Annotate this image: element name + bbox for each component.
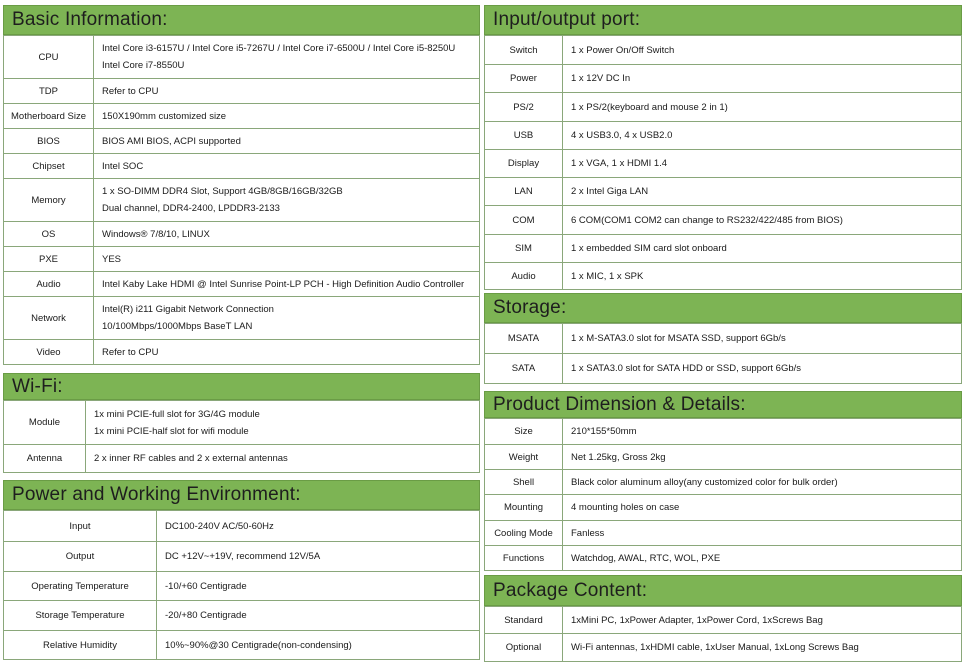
spec-row bbox=[4, 401, 480, 445]
spec-row bbox=[4, 104, 480, 129]
spec-row bbox=[485, 150, 962, 178]
spec-value-line: Intel Core i7-8550U bbox=[102, 60, 185, 71]
spec-value bbox=[563, 607, 962, 634]
section-title: Input/output port: bbox=[484, 5, 962, 35]
spec-value-line: Intel(R) i211 Gigabit Network Connection bbox=[102, 304, 274, 315]
spec-label: Standard bbox=[485, 607, 563, 634]
spec-value bbox=[563, 470, 962, 495]
spec-row bbox=[4, 129, 480, 154]
spec-value-line: Watchdog, AWAL, RTC, WOL, PXE bbox=[571, 552, 721, 564]
spec-row bbox=[4, 272, 480, 297]
spec-value-line: 2 x inner RF cables and 2 x external antennas bbox=[94, 453, 288, 464]
spec-value-line: Windows® 7/8/10, LINUX bbox=[102, 228, 210, 240]
spec-row bbox=[4, 297, 480, 340]
spec-table bbox=[3, 400, 480, 473]
spec-value-line: 10/100Mbps/1000Mbps BaseT LAN bbox=[102, 321, 253, 332]
spec-row bbox=[4, 542, 480, 572]
spec-row bbox=[4, 222, 480, 247]
spec-row bbox=[4, 36, 480, 79]
spec-label: Memory bbox=[4, 179, 94, 222]
spec-value-line: DC100-240V AC/50-60Hz bbox=[165, 520, 274, 532]
spec-label: Network bbox=[4, 297, 94, 340]
spec-row bbox=[4, 631, 480, 660]
spec-label: Functions bbox=[485, 546, 563, 571]
storage-section bbox=[484, 293, 962, 384]
spec-value bbox=[157, 631, 480, 660]
spec-value-line: 4 mounting holes on case bbox=[571, 502, 680, 513]
spec-label: TDP bbox=[4, 79, 94, 104]
spec-value-line: Intel Kaby Lake HDMI @ Intel Sunrise Point-LP PCH - High Definition Audio Controller bbox=[102, 278, 465, 290]
spec-row bbox=[485, 546, 962, 571]
spec-table bbox=[3, 35, 480, 365]
spec-value bbox=[94, 340, 480, 365]
spec-value bbox=[563, 324, 962, 354]
spec-value-line: Wi-Fi antennas, 1xHDMI cable, 1xUser Manual, 1xLong Screws Bag bbox=[571, 642, 859, 653]
basic-information-section bbox=[3, 5, 480, 365]
spec-value bbox=[563, 546, 962, 571]
spec-row bbox=[4, 445, 480, 473]
spec-value bbox=[94, 297, 480, 340]
spec-label: Chipset bbox=[4, 154, 94, 179]
spec-value bbox=[94, 222, 480, 247]
spec-value bbox=[563, 495, 962, 521]
spec-label: MSATA bbox=[485, 324, 563, 354]
spec-row bbox=[485, 263, 962, 290]
spec-value bbox=[94, 154, 480, 179]
spec-value bbox=[157, 572, 480, 601]
spec-value bbox=[94, 247, 480, 272]
spec-row bbox=[485, 235, 962, 263]
spec-value-line: Fanless bbox=[571, 527, 605, 539]
spec-value bbox=[94, 79, 480, 104]
spec-value bbox=[94, 179, 480, 222]
spec-value-line: 1x mini PCIE-half slot for wifi module bbox=[94, 425, 249, 437]
spec-label: Video bbox=[4, 340, 94, 365]
spec-value bbox=[563, 445, 962, 470]
spec-row bbox=[485, 324, 962, 354]
spec-row bbox=[4, 511, 480, 542]
spec-row bbox=[485, 470, 962, 495]
spec-label: OS bbox=[4, 222, 94, 247]
package-content-section bbox=[484, 575, 962, 662]
spec-table bbox=[3, 510, 480, 660]
product-dimension-section bbox=[484, 391, 962, 571]
spec-value bbox=[563, 122, 962, 150]
spec-row bbox=[485, 354, 962, 384]
spec-table bbox=[484, 418, 962, 571]
spec-row bbox=[485, 607, 962, 634]
spec-label: CPU bbox=[4, 36, 94, 79]
section-title: Power and Working Environment: bbox=[3, 480, 480, 510]
spec-value bbox=[94, 272, 480, 297]
section-title: Basic Information: bbox=[3, 5, 480, 35]
spec-value bbox=[563, 235, 962, 263]
section-title: Product Dimension & Details: bbox=[484, 391, 962, 418]
spec-row bbox=[4, 247, 480, 272]
section-title: Package Content: bbox=[484, 575, 962, 606]
spec-value-line: 1 x SO-DIMM DDR4 Slot, Support 4GB/8GB/16GB/32GB bbox=[102, 186, 343, 197]
spec-value-line: 1 x M-SATA3.0 slot for MSATA SSD, support 6Gb/s bbox=[571, 333, 786, 344]
spec-label: SIM bbox=[485, 235, 563, 263]
spec-label: Optional bbox=[485, 634, 563, 662]
spec-value-line: 1 x PS/2(keyboard and mouse 2 in 1) bbox=[571, 101, 728, 113]
spec-label: Shell bbox=[485, 470, 563, 495]
power-environment-section bbox=[3, 480, 480, 660]
spec-label: Input bbox=[4, 511, 157, 542]
spec-value bbox=[86, 401, 480, 445]
spec-value-line: Black color aluminum alloy(any customized color for bulk order) bbox=[571, 476, 838, 488]
spec-value bbox=[563, 36, 962, 65]
spec-row bbox=[4, 601, 480, 631]
spec-value-line: YES bbox=[102, 253, 122, 265]
spec-value bbox=[86, 445, 480, 473]
spec-value-line: Dual channel, DDR4-2400, LPDDR3-2133 bbox=[102, 203, 280, 214]
spec-value-line: 150X190mm customized size bbox=[102, 110, 227, 122]
spec-value-line: Net 1.25kg, Gross 2kg bbox=[571, 451, 666, 463]
spec-value-line: 1 x VGA, 1 x HDMI 1.4 bbox=[571, 158, 668, 169]
spec-value bbox=[157, 542, 480, 572]
spec-value-line: 2 x Intel Giga LAN bbox=[571, 186, 649, 197]
spec-label: BIOS bbox=[4, 129, 94, 154]
spec-label: LAN bbox=[485, 178, 563, 206]
spec-value-line: 1 x 12V DC In bbox=[571, 73, 631, 84]
spec-value bbox=[563, 419, 962, 445]
spec-row bbox=[485, 122, 962, 150]
spec-row bbox=[485, 419, 962, 445]
spec-row bbox=[485, 93, 962, 122]
input-output-section bbox=[484, 5, 962, 290]
spec-value bbox=[563, 521, 962, 546]
spec-table bbox=[484, 323, 962, 384]
spec-row bbox=[4, 79, 480, 104]
spec-value bbox=[94, 129, 480, 154]
spec-label: Weight bbox=[485, 445, 563, 470]
spec-label: Module bbox=[4, 401, 86, 445]
spec-table bbox=[484, 35, 962, 290]
spec-row bbox=[485, 634, 962, 662]
spec-value-line: Intel Core i3-6157U / Intel Core i5-7267U / Intel Core i7-6500U / Intel Core i5-8250U bbox=[102, 43, 456, 54]
spec-value bbox=[157, 601, 480, 631]
spec-row bbox=[485, 495, 962, 521]
spec-row bbox=[485, 445, 962, 470]
spec-value bbox=[94, 36, 480, 79]
spec-value bbox=[563, 634, 962, 662]
spec-label: Power bbox=[485, 65, 563, 93]
spec-row bbox=[4, 340, 480, 365]
spec-value bbox=[563, 65, 962, 93]
spec-label: COM bbox=[485, 206, 563, 235]
spec-label: Size bbox=[485, 419, 563, 445]
spec-value-line: DC +12V~+19V, recommend 12V/5A bbox=[165, 551, 321, 562]
spec-value-line: 210*155*50mm bbox=[571, 426, 637, 437]
spec-row bbox=[485, 178, 962, 206]
spec-value bbox=[563, 150, 962, 178]
spec-value bbox=[563, 263, 962, 290]
spec-value-line: Refer to CPU bbox=[102, 85, 159, 97]
spec-value-line: BIOS AMI BIOS, ACPI supported bbox=[102, 135, 241, 147]
spec-label: Storage Temperature bbox=[4, 601, 157, 631]
spec-label: Motherboard Size bbox=[4, 104, 94, 129]
spec-row bbox=[485, 65, 962, 93]
spec-value bbox=[94, 104, 480, 129]
spec-label: PXE bbox=[4, 247, 94, 272]
spec-value-line: 10%~90%@30 Centigrade(non-condensing) bbox=[165, 639, 352, 651]
spec-label: Audio bbox=[4, 272, 94, 297]
spec-row bbox=[4, 154, 480, 179]
spec-value-line: 4 x USB3.0, 4 x USB2.0 bbox=[571, 130, 673, 141]
section-title: Wi-Fi: bbox=[3, 373, 480, 400]
spec-label: Relative Humidity bbox=[4, 631, 157, 660]
spec-value bbox=[157, 511, 480, 542]
spec-value-line: Intel SOC bbox=[102, 160, 144, 172]
spec-value bbox=[563, 354, 962, 384]
spec-label: Antenna bbox=[4, 445, 86, 473]
spec-value-line: 1 x SATA3.0 slot for SATA HDD or SSD, support 6Gb/s bbox=[571, 363, 802, 374]
section-title: Storage: bbox=[484, 293, 962, 323]
spec-value-line: 1 x MIC, 1 x SPK bbox=[571, 270, 644, 282]
spec-value-line: 1x mini PCIE-full slot for 3G/4G module bbox=[94, 408, 260, 420]
spec-row bbox=[4, 572, 480, 601]
spec-value-line: -20/+80 Centigrade bbox=[165, 610, 247, 621]
spec-value bbox=[563, 93, 962, 122]
spec-value-line: -10/+60 Centigrade bbox=[165, 580, 247, 592]
spec-label: USB bbox=[485, 122, 563, 150]
spec-label: Display bbox=[485, 150, 563, 178]
spec-value-line: Refer to CPU bbox=[102, 346, 159, 358]
spec-label: Cooling Mode bbox=[485, 521, 563, 546]
spec-value-line: 1 x Power On/Off Switch bbox=[571, 44, 675, 56]
spec-row bbox=[485, 521, 962, 546]
wifi-section bbox=[3, 373, 480, 473]
spec-row bbox=[485, 206, 962, 235]
spec-label: PS/2 bbox=[485, 93, 563, 122]
spec-label: Audio bbox=[485, 263, 563, 290]
spec-label: Output bbox=[4, 542, 157, 572]
spec-row bbox=[485, 36, 962, 65]
spec-row bbox=[4, 179, 480, 222]
spec-label: SATA bbox=[485, 354, 563, 384]
spec-value bbox=[563, 178, 962, 206]
spec-label: Switch bbox=[485, 36, 563, 65]
spec-value-line: 1xMini PC, 1xPower Adapter, 1xPower Cord, 1xScrews Bag bbox=[571, 614, 823, 626]
spec-label: Mounting bbox=[485, 495, 563, 521]
spec-value-line: 6 COM(COM1 COM2 can change to RS232/422/485 from BIOS) bbox=[571, 214, 843, 226]
spec-label: Operating Temperature bbox=[4, 572, 157, 601]
spec-value-line: 1 x embedded SIM card slot onboard bbox=[571, 243, 727, 254]
spec-value bbox=[563, 206, 962, 235]
spec-table bbox=[484, 606, 962, 662]
